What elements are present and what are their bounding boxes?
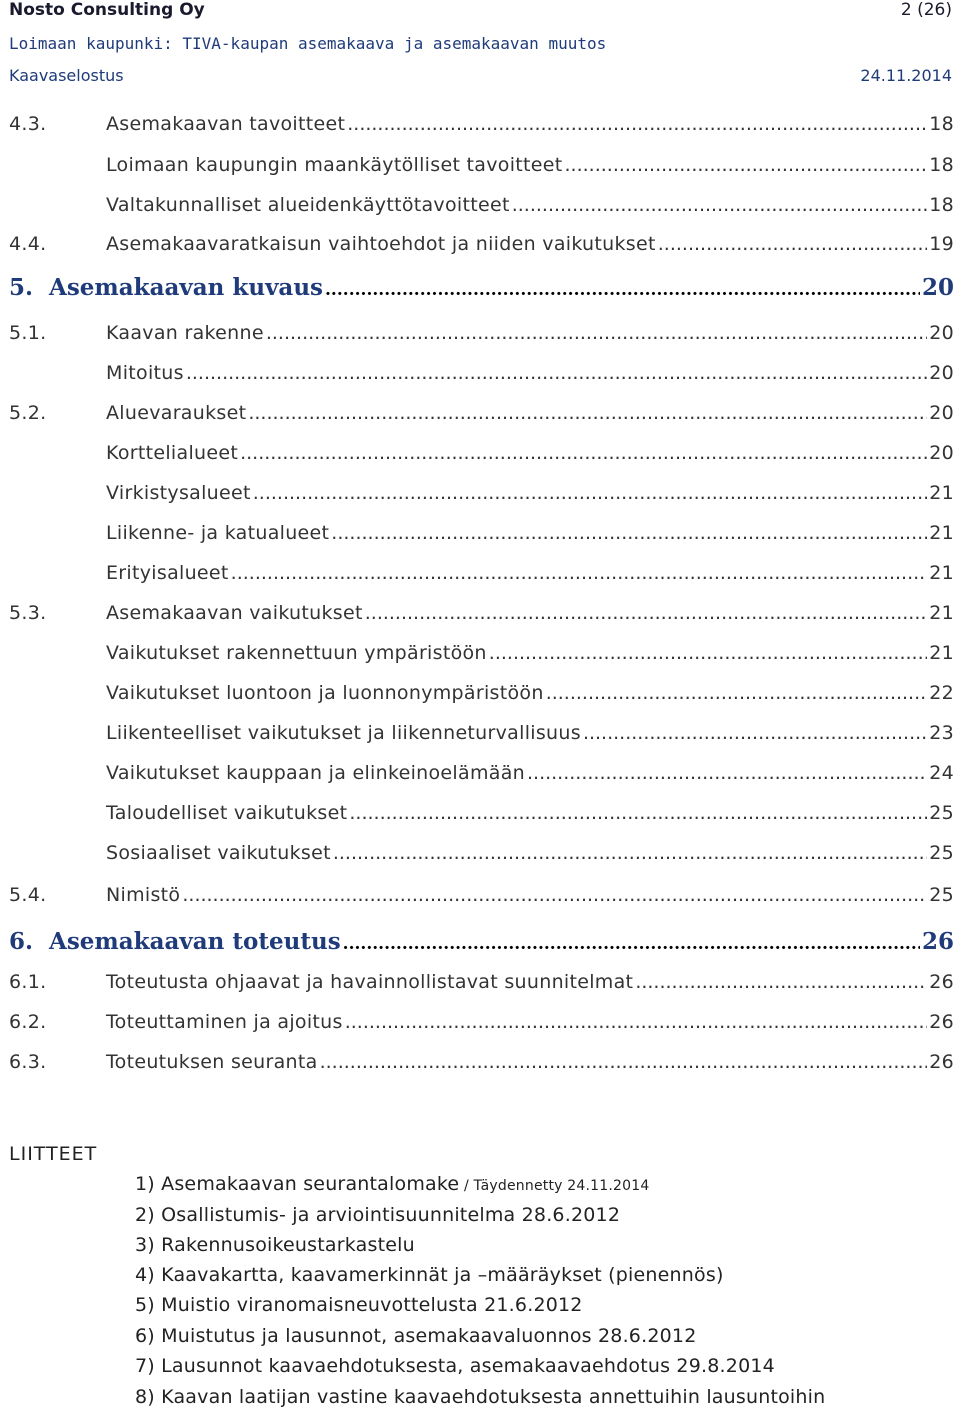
toc-dot-leader bbox=[658, 233, 927, 255]
toc-entry-page: 26 bbox=[929, 1011, 954, 1033]
toc-entry[interactable] bbox=[9, 1011, 954, 1039]
toc-entry[interactable] bbox=[9, 402, 954, 430]
attachment-note: / Täydennetty 24.11.2014 bbox=[459, 1178, 650, 1194]
attachment-item bbox=[135, 1234, 415, 1256]
toc-entry-title: Aluevaraukset bbox=[106, 402, 247, 424]
toc-entry-page: 20 bbox=[929, 322, 954, 344]
attachment-title: 8) Kaavan laatijan vastine kaavaehdotuksesta annettuihin lausuntoihin bbox=[135, 1386, 826, 1408]
toc-entry-title: Loimaan kaupungin maankäytölliset tavoitteet bbox=[106, 154, 563, 176]
toc-entry-title: Vaikutukset kauppaan ja elinkeinoelämään bbox=[106, 762, 525, 784]
toc-dot-leader bbox=[343, 934, 920, 954]
attachment-item bbox=[135, 1294, 583, 1316]
toc-entry-page: 18 bbox=[929, 154, 954, 176]
attachment-title: 3) Rakennusoikeustarkastelu bbox=[135, 1234, 415, 1256]
toc-entry[interactable] bbox=[9, 154, 954, 182]
toc-entry[interactable] bbox=[9, 233, 954, 261]
toc-entry-number: 4.3. bbox=[9, 113, 47, 135]
toc-entry-title: Liikenne- ja katualueet bbox=[106, 522, 330, 544]
toc-entry[interactable] bbox=[9, 482, 954, 510]
toc-entry-title: Asemakaavaratkaisun vaihtoehdot ja niiden vaikutukset bbox=[106, 233, 656, 255]
toc-entry-title: Asemakaavan vaikutukset bbox=[106, 602, 363, 624]
toc-entry-number: 5.4. bbox=[9, 884, 47, 906]
toc-entry-title: Sosiaaliset vaikutukset bbox=[106, 842, 331, 864]
toc-entry[interactable] bbox=[9, 884, 954, 912]
toc-entry-number: 6.2. bbox=[9, 1011, 47, 1033]
toc-dot-leader bbox=[345, 1011, 928, 1033]
toc-dot-leader bbox=[182, 884, 927, 906]
attachment-title: 5) Muistio viranomaisneuvottelusta 21.6.2012 bbox=[135, 1294, 583, 1316]
toc-dot-leader bbox=[489, 642, 927, 664]
toc-entry-page: 20 bbox=[929, 402, 954, 424]
toc-entry-page: 18 bbox=[929, 113, 954, 135]
toc-dot-leader bbox=[347, 113, 927, 135]
toc-entry[interactable] bbox=[9, 274, 954, 302]
page-number: 2 (26) bbox=[900, 0, 952, 20]
toc-entry[interactable] bbox=[9, 971, 954, 999]
toc-entry-title: Toteuttaminen ja ajoitus bbox=[106, 1011, 343, 1033]
toc-entry-page: 20 bbox=[921, 274, 954, 301]
project-title: Loimaan kaupunki: TIVA-kaupan asemakaava ja asemakaavan muutos bbox=[9, 34, 607, 53]
toc-entry-page: 18 bbox=[929, 194, 954, 216]
toc-entry[interactable] bbox=[9, 442, 954, 470]
attachments-heading: LIITTEET bbox=[9, 1143, 98, 1165]
toc-entry-page: 20 bbox=[929, 362, 954, 384]
toc-dot-leader bbox=[333, 842, 927, 864]
toc-dot-leader bbox=[266, 322, 927, 344]
toc-entry[interactable] bbox=[9, 722, 954, 750]
toc-dot-leader bbox=[349, 802, 927, 824]
toc-dot-leader bbox=[186, 362, 927, 384]
toc-dot-leader bbox=[527, 762, 927, 784]
toc-entry[interactable] bbox=[9, 1051, 954, 1079]
toc-entry-page: 24 bbox=[929, 762, 954, 784]
toc-entry[interactable] bbox=[9, 642, 954, 670]
toc-entry-page: 26 bbox=[929, 971, 954, 993]
toc-entry-title: Nimistö bbox=[106, 884, 181, 906]
toc-entry-page: 26 bbox=[921, 928, 954, 955]
attachment-item bbox=[135, 1264, 724, 1286]
toc-dot-leader bbox=[635, 971, 927, 993]
attachment-title: 7) Lausunnot kaavaehdotuksesta, asemakaavaehdotus 29.8.2014 bbox=[135, 1355, 775, 1377]
attachment-title: 4) Kaavakartta, kaavamerkinnät ja –määräykset (pienennös) bbox=[135, 1264, 724, 1286]
toc-entry-page: 21 bbox=[929, 642, 954, 664]
toc-entry-page: 23 bbox=[929, 722, 954, 744]
attachment-item bbox=[135, 1355, 775, 1377]
toc-dot-leader bbox=[365, 602, 927, 624]
toc-entry-title: Vaikutukset luontoon ja luonnonympäristöön bbox=[106, 682, 544, 704]
toc-entry[interactable] bbox=[9, 602, 954, 630]
toc-dot-leader bbox=[253, 482, 927, 504]
toc-entry[interactable] bbox=[9, 194, 954, 222]
toc-dot-leader bbox=[320, 1051, 928, 1073]
toc-dot-leader bbox=[231, 562, 928, 584]
toc-entry-page: 25 bbox=[929, 802, 954, 824]
company-name: Nosto Consulting Oy bbox=[9, 0, 205, 20]
toc-entry-number: 6.3. bbox=[9, 1051, 47, 1073]
toc-entry[interactable] bbox=[9, 762, 954, 790]
toc-entry[interactable] bbox=[9, 562, 954, 590]
toc-entry-number: 5.3. bbox=[9, 602, 47, 624]
toc-entry[interactable] bbox=[9, 682, 954, 710]
toc-entry-number: 6.1. bbox=[9, 971, 47, 993]
toc-entry-page: 26 bbox=[929, 1051, 954, 1073]
toc-entry-title: Toteutusta ohjaavat ja havainnollistavat suunnitelmat bbox=[106, 971, 634, 993]
toc-entry-title: Erityisalueet bbox=[106, 562, 229, 584]
toc-entry-title: Mitoitus bbox=[106, 362, 184, 384]
attachment-title: 2) Osallistumis- ja arviointisuunnitelma 28.6.2012 bbox=[135, 1204, 621, 1226]
toc-entry[interactable] bbox=[9, 362, 954, 390]
toc-entry[interactable] bbox=[9, 113, 954, 141]
attachment-title: 1) Asemakaavan seurantalomake bbox=[135, 1173, 460, 1195]
toc-entry-page: 25 bbox=[929, 842, 954, 864]
document-date: 24.11.2014 bbox=[860, 66, 952, 85]
toc-entry-title: Virkistysalueet bbox=[106, 482, 251, 504]
toc-entry-number: 6. bbox=[9, 928, 34, 955]
document-type: Kaavaselostus bbox=[9, 66, 124, 85]
attachment-item bbox=[135, 1386, 825, 1408]
toc-entry-page: 22 bbox=[929, 682, 954, 704]
toc-entry-title: Kaavan rakenne bbox=[106, 322, 264, 344]
toc-entry[interactable] bbox=[9, 322, 954, 350]
toc-entry-title: Vaikutukset rakennettuun ympäristöön bbox=[106, 642, 487, 664]
toc-entry-number: 5. bbox=[9, 274, 34, 301]
toc-entry-number: 4.4. bbox=[9, 233, 47, 255]
toc-entry-number: 5.2. bbox=[9, 402, 47, 424]
toc-entry-page: 19 bbox=[929, 233, 954, 255]
toc-entry-title: Asemakaavan kuvaus bbox=[49, 274, 324, 301]
toc-dot-leader bbox=[325, 280, 920, 300]
attachment-item bbox=[135, 1325, 697, 1347]
toc-entry[interactable] bbox=[9, 928, 954, 956]
toc-dot-leader bbox=[331, 522, 927, 544]
toc-entry-page: 25 bbox=[929, 884, 954, 906]
toc-entry[interactable] bbox=[9, 802, 954, 830]
toc-entry-title: Toteutuksen seuranta bbox=[106, 1051, 318, 1073]
toc-entry-title: Taloudelliset vaikutukset bbox=[106, 802, 348, 824]
toc-dot-leader bbox=[240, 442, 927, 464]
toc-entry-title: Valtakunnalliset alueidenkäyttötavoitteet bbox=[106, 194, 510, 216]
toc-entry-page: 21 bbox=[929, 562, 954, 584]
toc-dot-leader bbox=[248, 402, 927, 424]
toc-entry[interactable] bbox=[9, 522, 954, 550]
toc-entry-title: Korttelialueet bbox=[106, 442, 239, 464]
toc-dot-leader bbox=[546, 682, 928, 704]
toc-entry[interactable] bbox=[9, 842, 954, 870]
toc-entry-number: 5.1. bbox=[9, 322, 47, 344]
toc-entry-page: 20 bbox=[929, 442, 954, 464]
toc-entry-title: Asemakaavan tavoitteet bbox=[106, 113, 346, 135]
toc-dot-leader bbox=[583, 722, 927, 744]
attachment-item bbox=[135, 1173, 649, 1195]
toc-entry-title: Liikenteelliset vaikutukset ja liikenneturvallisuus bbox=[106, 722, 581, 744]
toc-dot-leader bbox=[512, 194, 928, 216]
toc-entry-page: 21 bbox=[929, 522, 954, 544]
toc-entry-page: 21 bbox=[929, 602, 954, 624]
toc-dot-leader bbox=[565, 154, 928, 176]
attachment-title: 6) Muistutus ja lausunnot, asemakaavaluonnos 28.6.2012 bbox=[135, 1325, 697, 1347]
attachment-item bbox=[135, 1204, 620, 1226]
toc-entry-page: 21 bbox=[929, 482, 954, 504]
toc-entry-title: Asemakaavan toteutus bbox=[49, 928, 341, 955]
